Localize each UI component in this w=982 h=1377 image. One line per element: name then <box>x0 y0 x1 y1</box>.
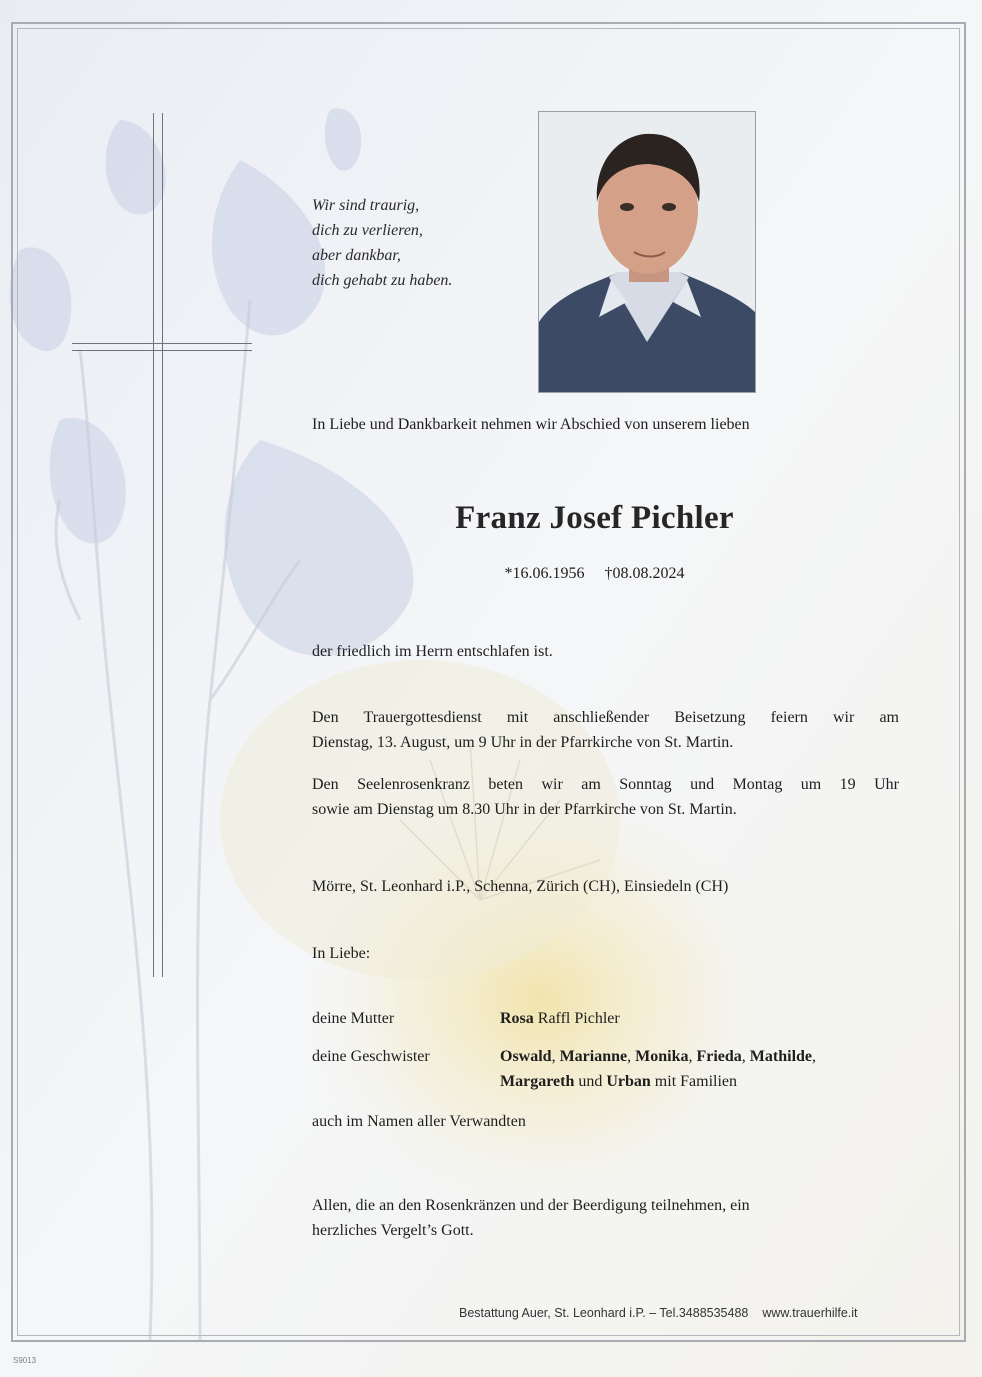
death-date: †08.08.2024 <box>604 565 685 582</box>
separator: , <box>627 1048 636 1065</box>
portrait-photo <box>538 111 756 393</box>
poem-line: dich gehabt zu haben. <box>312 272 453 289</box>
cross-horizontal-beam <box>72 343 252 351</box>
service-line: Dienstag, 13. August, um 9 Uhr in der Pfarrkirche von St. Martin. <box>312 734 734 751</box>
sibling-name: Margareth <box>500 1073 575 1090</box>
passing-text: der friedlich im Herrn entschlafen ist. <box>312 643 553 660</box>
sibling-name: Oswald <box>500 1048 552 1065</box>
print-code: S9013 <box>13 1356 37 1365</box>
thanks-line: herzliches Vergelt’s Gott. <box>312 1222 474 1239</box>
farewell-intro: In Liebe und Dankbarkeit nehmen wir Abschied von unserem lieben <box>312 416 750 433</box>
mother-label: deine Mutter <box>312 1010 395 1027</box>
rosary-line: sowie am Dienstag um 8.30 Uhr in der Pfarrkirche von St. Martin. <box>312 801 737 818</box>
siblings-names <box>500 1044 816 1094</box>
families-suffix: mit Familien <box>650 1073 738 1090</box>
thanks-line: Allen, die an den Rosenkränzen und der Beerdigung teilnehmen, ein <box>312 1197 750 1214</box>
mother-first-name: Rosa <box>500 1010 534 1027</box>
thanks-paragraph <box>312 1193 899 1243</box>
rosary-paragraph <box>312 772 899 822</box>
places-list: Mörre, St. Leonhard i.P., Schenna, Zürich (CH), Einsiedeln (CH) <box>312 878 729 895</box>
sibling-name: Frieda <box>696 1048 742 1065</box>
footer <box>459 1306 858 1320</box>
mother-last-name: Raffl Pichler <box>533 1010 620 1027</box>
relatives-note: auch im Namen aller Verwandten <box>312 1113 526 1130</box>
poem <box>312 193 522 293</box>
funeral-home-contact: Bestattung Auer, St. Leonhard i.P. – Tel.3488535488 <box>459 1306 749 1320</box>
separator: , <box>741 1048 750 1065</box>
separator: , <box>551 1048 560 1065</box>
deceased-name: Franz Josef Pichler <box>455 500 734 536</box>
sibling-name: Monika <box>635 1048 689 1065</box>
siblings-label: deine Geschwister <box>312 1048 430 1065</box>
mother-name <box>500 1006 620 1031</box>
sibling-name: Mathilde <box>749 1048 813 1065</box>
separator: , <box>812 1048 817 1065</box>
sibling-name: Urban <box>606 1073 651 1090</box>
birth-date: *16.06.1956 <box>504 565 585 582</box>
service-line: Den Trauergottesdienst mit anschließender Beisetzung feiern wir am <box>312 709 899 726</box>
poem-line: Wir sind traurig, <box>312 197 420 214</box>
cross-vertical-beam <box>153 113 163 977</box>
website-link[interactable]: www.trauerhilfe.it <box>762 1306 858 1320</box>
separator: und <box>574 1073 607 1090</box>
rosary-line: Den Seelenrosenkranz beten wir am Sonntag und Montag um 19 Uhr <box>312 776 899 793</box>
separator: , <box>688 1048 697 1065</box>
life-dates <box>312 565 877 583</box>
poem-line: dich zu verlieren, <box>312 222 423 239</box>
sibling-name: Marianne <box>559 1048 628 1065</box>
poem-line: aber dankbar, <box>312 247 401 264</box>
service-paragraph <box>312 705 899 755</box>
in-love-label: In Liebe: <box>312 945 371 962</box>
